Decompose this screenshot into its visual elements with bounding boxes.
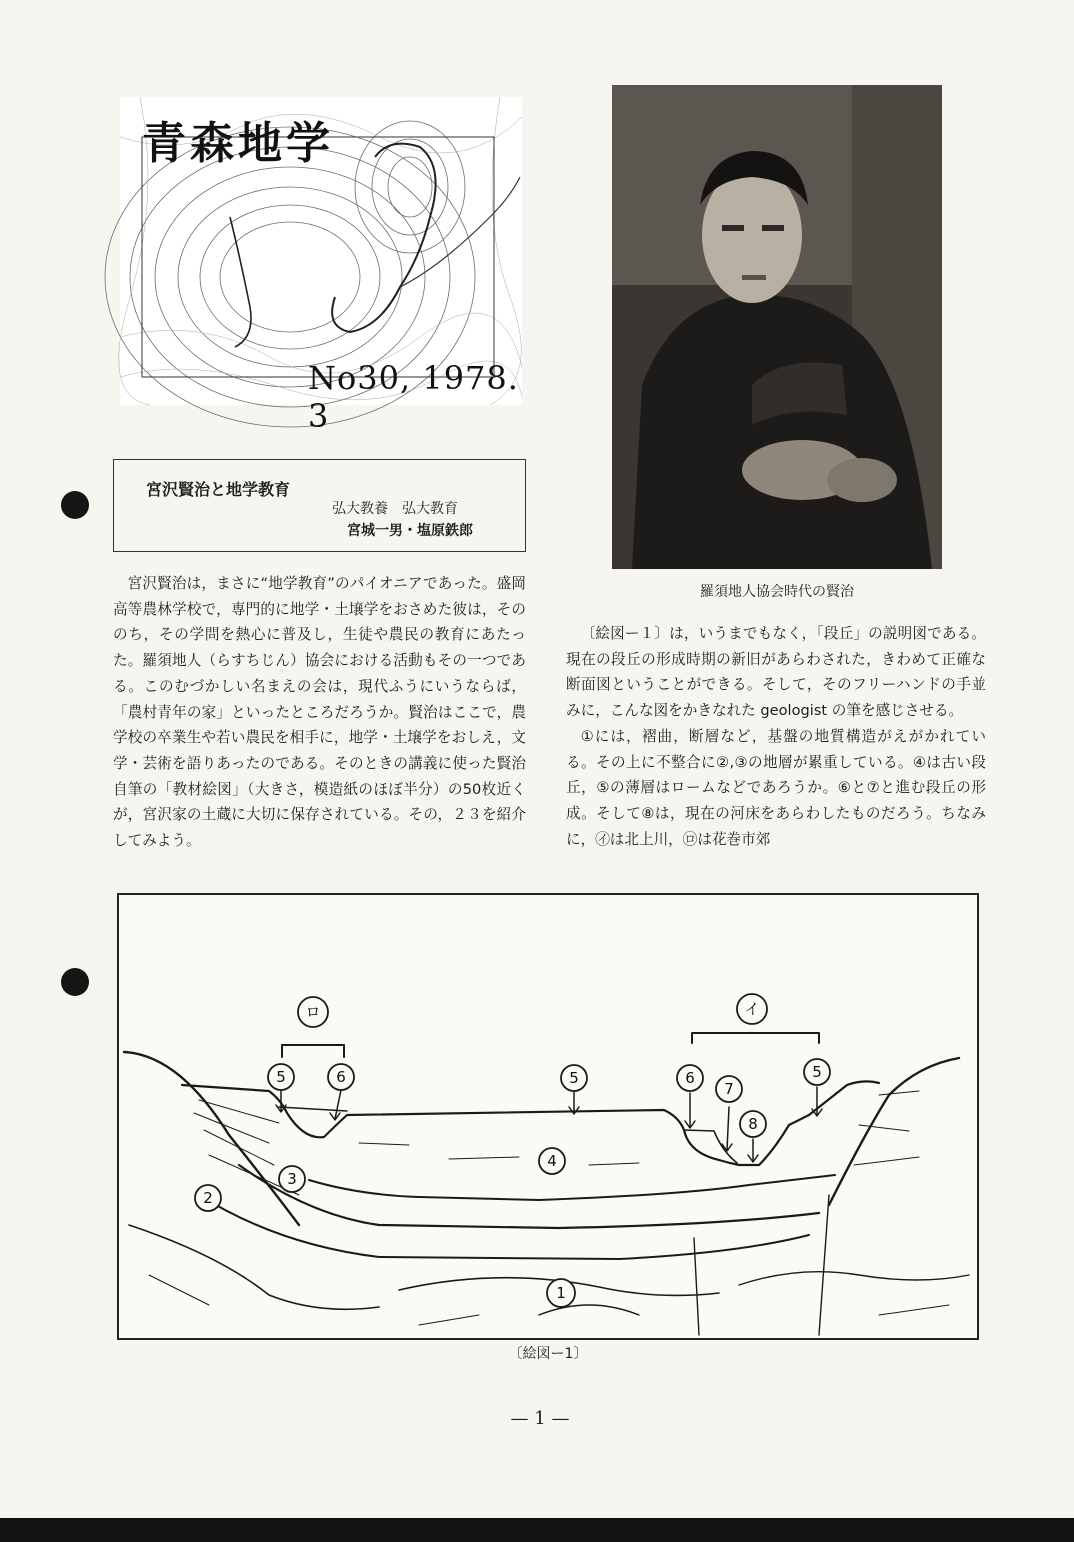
- terrace-cross-section-figure: [117, 893, 979, 1340]
- label-6b: 6: [685, 1069, 695, 1087]
- figure-description-paragraph-1: 〔絵図ー１〕は，いうまでもなく，「段丘」の説明図である。現在の段丘の形成時期の新旧があらわされた，きわめて正確な断面図ということができる。そして，そのフリーハンドの手並みに，こんな図をかきなれた geologist の筆を感じさせる。: [566, 625, 986, 720]
- label-8: 8: [748, 1115, 758, 1133]
- label-3: 3: [287, 1170, 297, 1188]
- intro-paragraph: 宮沢賢治は，まさに“地学教育”のパイオニアであった。盛岡高等農林学校で，専門的に地学・土壌学をおさめた彼は，そののち，その学問を熱心に普及し，生徒や農民の教育にあたった。羅須地人（らすちじん）協会における活動もその一つである。このむづかしい名まえの会は，現代ふうにいうならば，「農村青年の家」といったところだろうか。賢治はここで，農学校の卒業生や若い農民を相手に，地学・土壌学をおしえ，文学・芸術を語りあったのである。そのときの講義に使った賢治自筆の「教材絵図」（大きさ，模造紙のほぼ半分）の50枚近くが，宮沢家の土蔵に大切に保存されている。その，２３を紹介してみよう。: [113, 575, 526, 850]
- binder-hole-top: [61, 491, 89, 519]
- journal-issue: No30, 1978. 3: [308, 359, 519, 435]
- label-7: 7: [724, 1080, 734, 1098]
- cross-section-drawing: [119, 895, 977, 1338]
- figure-description: [566, 621, 986, 852]
- figure-caption: 〔絵図ー1〕: [508, 1346, 588, 1362]
- portrait-image: [612, 85, 942, 569]
- label-ro: ロ: [305, 1003, 321, 1021]
- label-i: イ: [744, 1000, 760, 1018]
- author-affiliations: 弘大教養 弘大教育: [332, 501, 458, 517]
- label-5a: 5: [276, 1068, 286, 1086]
- label-1: 1: [556, 1284, 566, 1302]
- portrait-photo: [612, 85, 942, 569]
- journal-cover: [120, 97, 522, 435]
- article-title-box: [113, 459, 526, 552]
- label-4: 4: [547, 1152, 557, 1170]
- author-names: 宮城一男・塩原鉄郎: [347, 523, 473, 539]
- article-title: 宮沢賢治と地学教育: [146, 480, 291, 499]
- label-6a: 6: [336, 1068, 346, 1086]
- binder-hole-bottom: [61, 968, 89, 996]
- journal-title: 青森地学: [142, 118, 334, 169]
- page-number: — 1 —: [510, 1408, 570, 1429]
- figure-description-paragraph-2: ①には，褶曲，断層など，基盤の地質構造がえがかれている。その上に不整合に②,③の地層が累重している。④は古い段丘，⑤の薄層はロームなどであろうか。⑥と⑦と進む段丘の形成。そして⑧は，現在の河床をあらわしたものだろう。ちなみに，㋑は北上川，㋺は花巻市郊: [566, 727, 986, 848]
- scan-bottom-edge: [0, 1518, 1074, 1542]
- label-2: 2: [203, 1189, 213, 1207]
- label-5b: 5: [569, 1069, 579, 1087]
- photo-caption: 羅須地人協会時代の賢治: [700, 584, 854, 600]
- label-5c: 5: [812, 1063, 822, 1081]
